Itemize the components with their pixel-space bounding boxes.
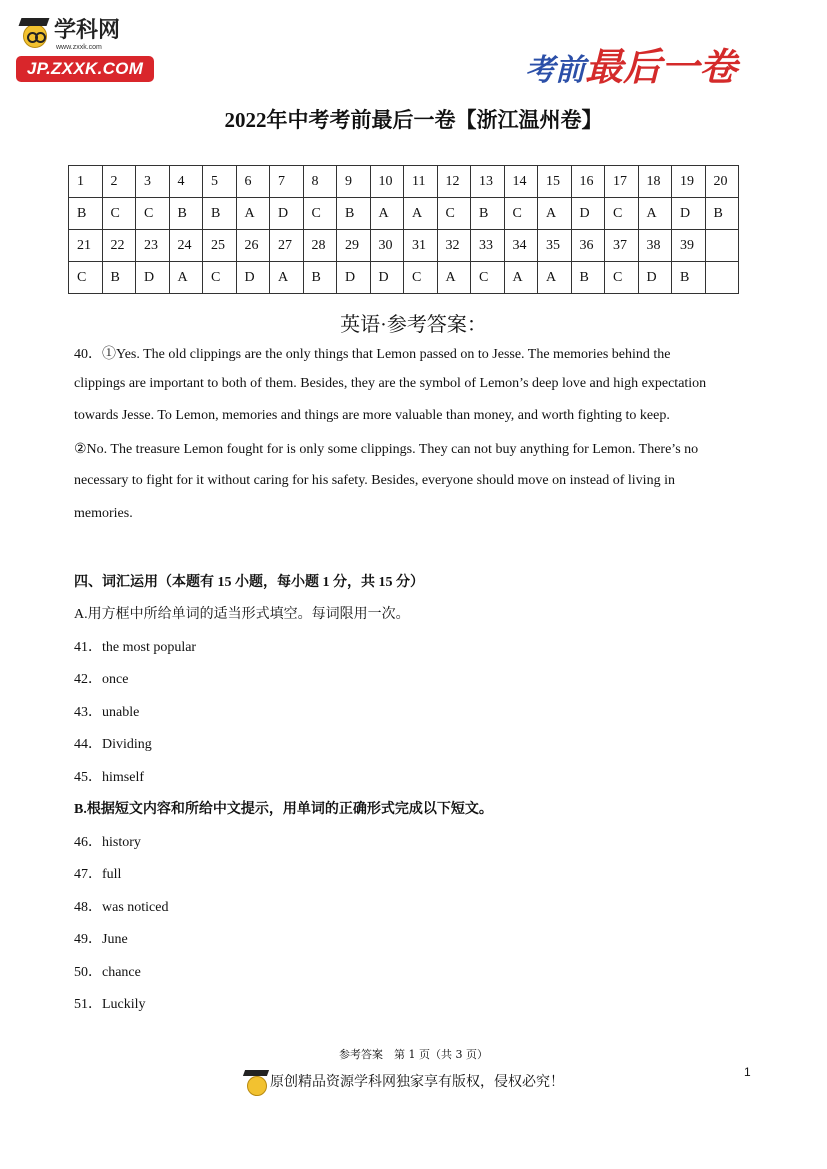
answer-43: 43．unable [74,705,140,720]
answer-table-cell: B [69,198,103,230]
answer-49: 49．June [74,932,128,947]
answer-table-cell: 9 [337,166,371,198]
answer-table-cell: 3 [136,166,170,198]
answer-table-cell: 1 [69,166,103,198]
answer-table-cell: 38 [638,230,672,262]
q40-line-3: towards Jesse. To Lemon, memories and things are more valuable than money, and worth fighting to keep. [74,408,670,423]
answer-table-cell: C [404,262,438,294]
answer-table-cell: D [370,262,404,294]
answer-table-cell: C [605,198,639,230]
q40-line-5: necessary to fight for it without caring for his safety. Besides, everyone should move on instead of living in [74,473,675,488]
answer-table-cell: 35 [538,230,572,262]
answer-table-cell: 2 [102,166,136,198]
answer-41: 41．the most popular [74,640,197,655]
page-title: 2022年中考考前最后一卷【浙江温州卷】 [224,108,603,132]
answer-table-cell: A [404,198,438,230]
answer-table-cell: 6 [236,166,270,198]
answer-table-cell: B [203,198,237,230]
answer-table-cell: 31 [404,230,438,262]
answer-table-cell: 13 [471,166,505,198]
mascot-icon [20,14,50,48]
answer-table-cell: D [337,262,371,294]
q40-line-6: memories. [74,506,133,521]
section4-heading: 四、词汇运用（本题有 15 小题，每小题 1 分，共 15 分） [74,575,424,590]
answer-table-cell: 28 [303,230,337,262]
answer-table-cell: 32 [437,230,471,262]
answer-table-cell: 25 [203,230,237,262]
answer-table-cell: 12 [437,166,471,198]
answer-table-cell: C [437,198,471,230]
answer-table-cell: 20 [705,166,739,198]
answer-table-cell: 7 [270,166,304,198]
answer-table-cell: A [437,262,471,294]
answer-table-cell: D [270,198,304,230]
subtitle: 英语·参考答案： [340,314,487,336]
answer-table-cell: 16 [571,166,605,198]
answer-table-cell: B [571,262,605,294]
slogan-part1: 考前 [524,53,585,88]
answer-table-cell: 14 [504,166,538,198]
answer-table-cell: C [203,262,237,294]
answer-44: 44．Dividing [74,737,152,752]
q40-line-1: 40．①Yes. The old clippings are the only things that Lemon passed on to Jesse. The memories behind the [74,347,671,362]
answer-table-cell: C [471,262,505,294]
answer-table-cell: D [571,198,605,230]
answer-table-cell: C [69,262,103,294]
copyright-notice [244,1066,564,1096]
answer-table-cell: D [672,198,706,230]
answer-table-cell: 29 [337,230,371,262]
answer-table-cell: B [672,262,706,294]
answer-table-cell: D [638,262,672,294]
slogan-part2: 最后一卷 [584,44,737,89]
site-badge: JP.ZXXK.COM [16,56,154,82]
answer-table-cell: 23 [136,230,170,262]
answer-table-cell: 18 [638,166,672,198]
answer-table-cell: 21 [69,230,103,262]
answer-table-cell: 27 [270,230,304,262]
copyright-text: 原创精品资源学科网独家享有版权，侵权必究！ [270,1074,564,1090]
answer-46: 46．history [74,835,141,850]
q40-line-4: ②No. The treasure Lemon fought for is only some clippings. They can not buy anything for Lemon. There’s no [74,442,699,457]
answer-47: 47．full [74,867,122,882]
answer-table-cell: B [303,262,337,294]
answer-table-cell: D [236,262,270,294]
answer-50: 50．chance [74,965,141,980]
answer-table-cell: B [102,262,136,294]
site-logo [20,14,120,48]
answer-48: 48．was noticed [74,900,169,915]
answer-table-cell: 10 [370,166,404,198]
answer-table-cell: A [370,198,404,230]
answer-table-cell: 5 [203,166,237,198]
q40-line-2: clippings are important to both of them. Besides, they are the symbol of Lemon’s deep love and high expectation [74,376,707,391]
answer-table-cell: A [169,262,203,294]
answer-table-cell: A [236,198,270,230]
answer-table-cell: B [471,198,505,230]
answer-table-cell: 22 [102,230,136,262]
answer-table-cell: C [102,198,136,230]
answer-42: 42．once [74,672,129,687]
part-b-instructions: B.根据短文内容和所给中文提示，用单词的正确形式完成以下短文。 [74,802,493,817]
answer-table-cell [705,262,739,294]
answer-table-row [69,198,739,230]
answer-table-cell: C [303,198,337,230]
answer-table-cell: 19 [672,166,706,198]
answer-51: 51．Luckily [74,997,146,1012]
answer-table-cell: 15 [538,166,572,198]
answer-table-cell: A [538,262,572,294]
page-number: 1 [744,1065,751,1079]
answer-table-cell: 39 [672,230,706,262]
answer-table-cell [705,230,739,262]
answer-table-cell: 17 [605,166,639,198]
brand-name: 学科网 [54,18,121,43]
mascot-icon [244,1066,270,1096]
answer-table-cell: 4 [169,166,203,198]
answer-table-row [69,166,739,198]
answer-table-cell: C [504,198,538,230]
answer-table-cell: 33 [471,230,505,262]
answer-table-row [69,262,739,294]
answer-table-cell: 26 [236,230,270,262]
answer-table-cell: A [638,198,672,230]
answer-table-cell: C [136,198,170,230]
answer-table-cell: 11 [404,166,438,198]
answer-table-cell: A [538,198,572,230]
answer-table-cell: D [136,262,170,294]
answer-table-cell: 36 [571,230,605,262]
answer-table-cell: C [605,262,639,294]
answer-table-cell: 24 [169,230,203,262]
part-a-instructions: A.用方框中所给单词的适当形式填空。每词限用一次。 [74,607,410,622]
answer-table-cell: 30 [370,230,404,262]
answer-table-cell: B [705,198,739,230]
answer-table-cell: 37 [605,230,639,262]
answer-table-cell: 8 [303,166,337,198]
answer-table-cell: 34 [504,230,538,262]
answer-45: 45．himself [74,770,144,785]
answer-table [68,165,739,294]
page-info: 参考答案 第 1 页（共 3 页） [339,1048,488,1061]
answer-table-cell: A [270,262,304,294]
answer-table-cell: B [169,198,203,230]
slogan [525,36,737,91]
answer-table-cell: B [337,198,371,230]
answer-table-row [69,230,739,262]
answer-table-cell: A [504,262,538,294]
brand-url: www.zxxk.com [56,44,102,51]
